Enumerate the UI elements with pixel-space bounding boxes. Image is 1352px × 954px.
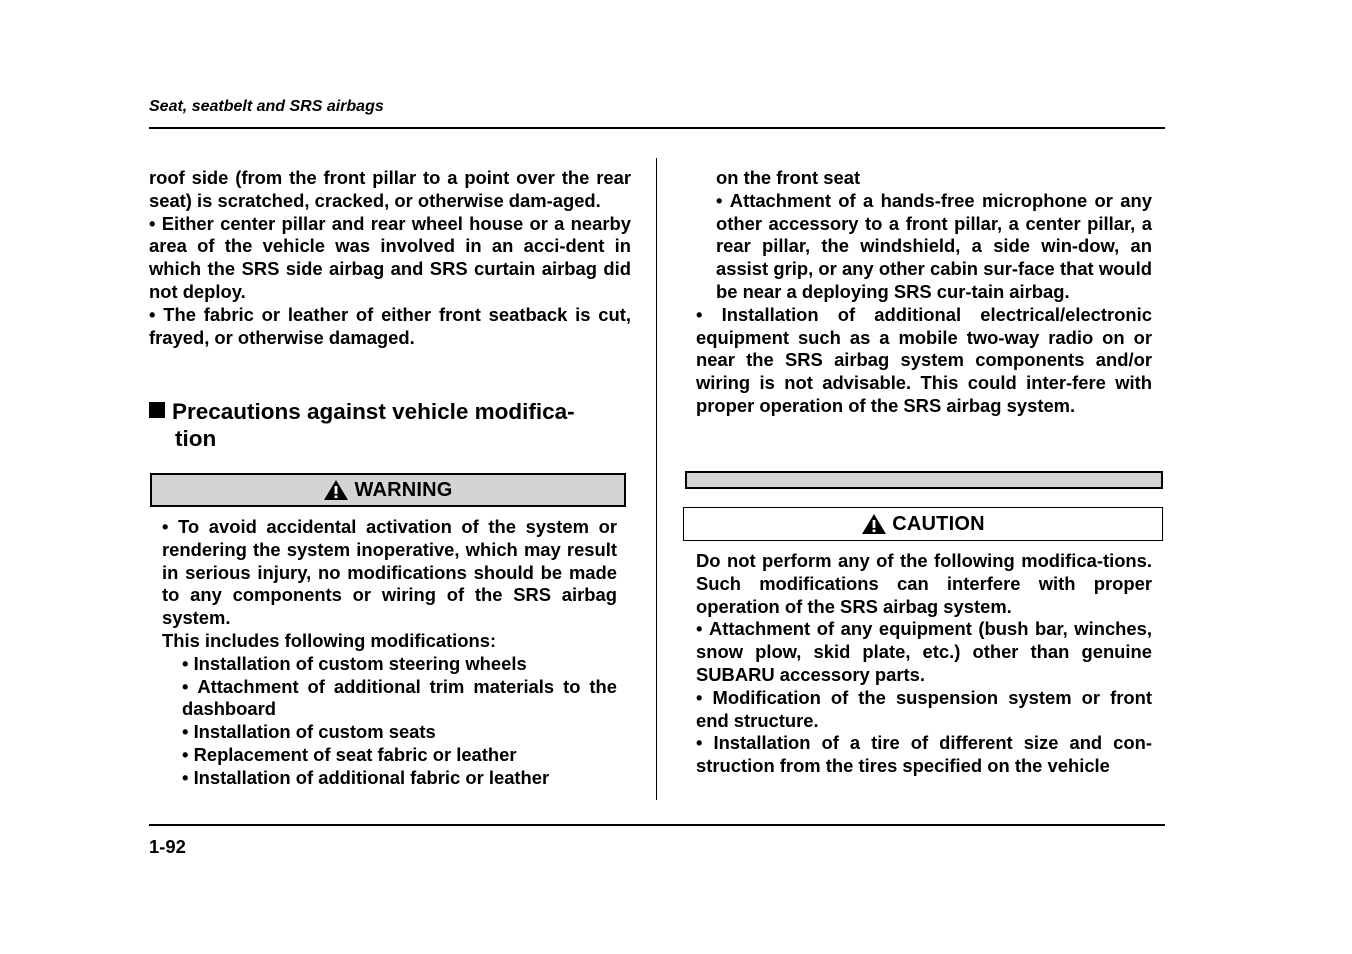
warning-includes: This includes following modifications: xyxy=(162,629,497,651)
list-item: • Replacement of seat fabric or leather xyxy=(182,744,617,767)
warning-bullet: • To avoid accidental activation of the system or rendering the system inoperative, which may result in serious injury, no modifications should be made to any components or wiring of the SRS airbag system. xyxy=(162,516,617,630)
column-divider xyxy=(656,158,657,800)
caution-bullet-tire: • Installation of a tire of different size and con-struction from the tires specified on the vehicle xyxy=(696,732,1152,778)
caution-header-box xyxy=(683,507,1163,541)
page-number: 1-92 xyxy=(149,836,186,857)
right-column-top xyxy=(696,167,1152,418)
bullet-microphone: • Attachment of a hands-free microphone or any other accessory to a front pillar, a center pillar, a rear pillar, the windshield, a side win-dow, an assist grip, or any other cabin sur-face that would be near a deploying SRS cur-tain airbag. xyxy=(716,190,1152,304)
left-column-top xyxy=(149,167,631,349)
warning-label: WARNING xyxy=(354,478,453,501)
list-item: • Installation of custom steering wheels xyxy=(182,653,617,676)
warning-triangle-icon xyxy=(323,479,349,501)
caution-label: CAUTION xyxy=(892,512,985,535)
section-title-line2: tion xyxy=(175,426,217,451)
section-title-line1: Precautions against vehicle modifica- xyxy=(172,399,575,424)
continued-text: on the front seat xyxy=(716,167,861,188)
right-sub-list xyxy=(696,167,1152,304)
section-title xyxy=(149,398,629,452)
footer-rule xyxy=(149,824,1165,826)
caution-bullet-suspension: • Modification of the suspension system or front end structure. xyxy=(696,687,1152,733)
caution-intro: Do not perform any of the following modifica-tions. Such modifications can interfere with proper operation of the SRS airbag system. xyxy=(696,550,1152,617)
intro-paragraph: roof side (from the front pillar to a point over the rear seat) is scratched, cracked, or otherwise dam-aged. xyxy=(149,167,631,211)
bullet-center-pillar: • Either center pillar and rear wheel house or a nearby area of the vehicle was involved in an acci-dent in which the SRS side airbag and SRS curtain airbag did not deploy. xyxy=(149,213,631,304)
bullet-seatback: • The fabric or leather of either front seatback is cut, frayed, or otherwise damaged. xyxy=(149,304,631,350)
bullet-electronics: • Installation of additional electrical/electronic equipment such as a mobile two-way radio on or near the SRS airbag system components and/or wiring is not advisable. This could inter-fere with proper operation of the SRS airbag system. xyxy=(696,304,1152,418)
caution-triangle-icon xyxy=(861,513,887,535)
warning-body xyxy=(162,516,617,790)
caution-body xyxy=(696,550,1152,778)
list-item: • Installation of additional fabric or leather xyxy=(182,767,617,790)
warning-sub-list xyxy=(162,653,617,790)
warning-header-box xyxy=(150,473,626,507)
square-bullet-icon xyxy=(149,402,165,418)
list-item: • Attachment of additional trim materials to the dashboard xyxy=(182,676,617,722)
running-header: Seat, seatbelt and SRS airbags xyxy=(149,98,384,115)
caution-bullet-equipment: • Attachment of any equipment (bush bar, winches, snow plow, skid plate, etc.) other than genuine SUBARU accessory parts. xyxy=(696,618,1152,686)
header-rule xyxy=(149,127,1165,129)
warning-box-bottom xyxy=(685,471,1163,489)
list-item: • Installation of custom seats xyxy=(182,721,617,744)
